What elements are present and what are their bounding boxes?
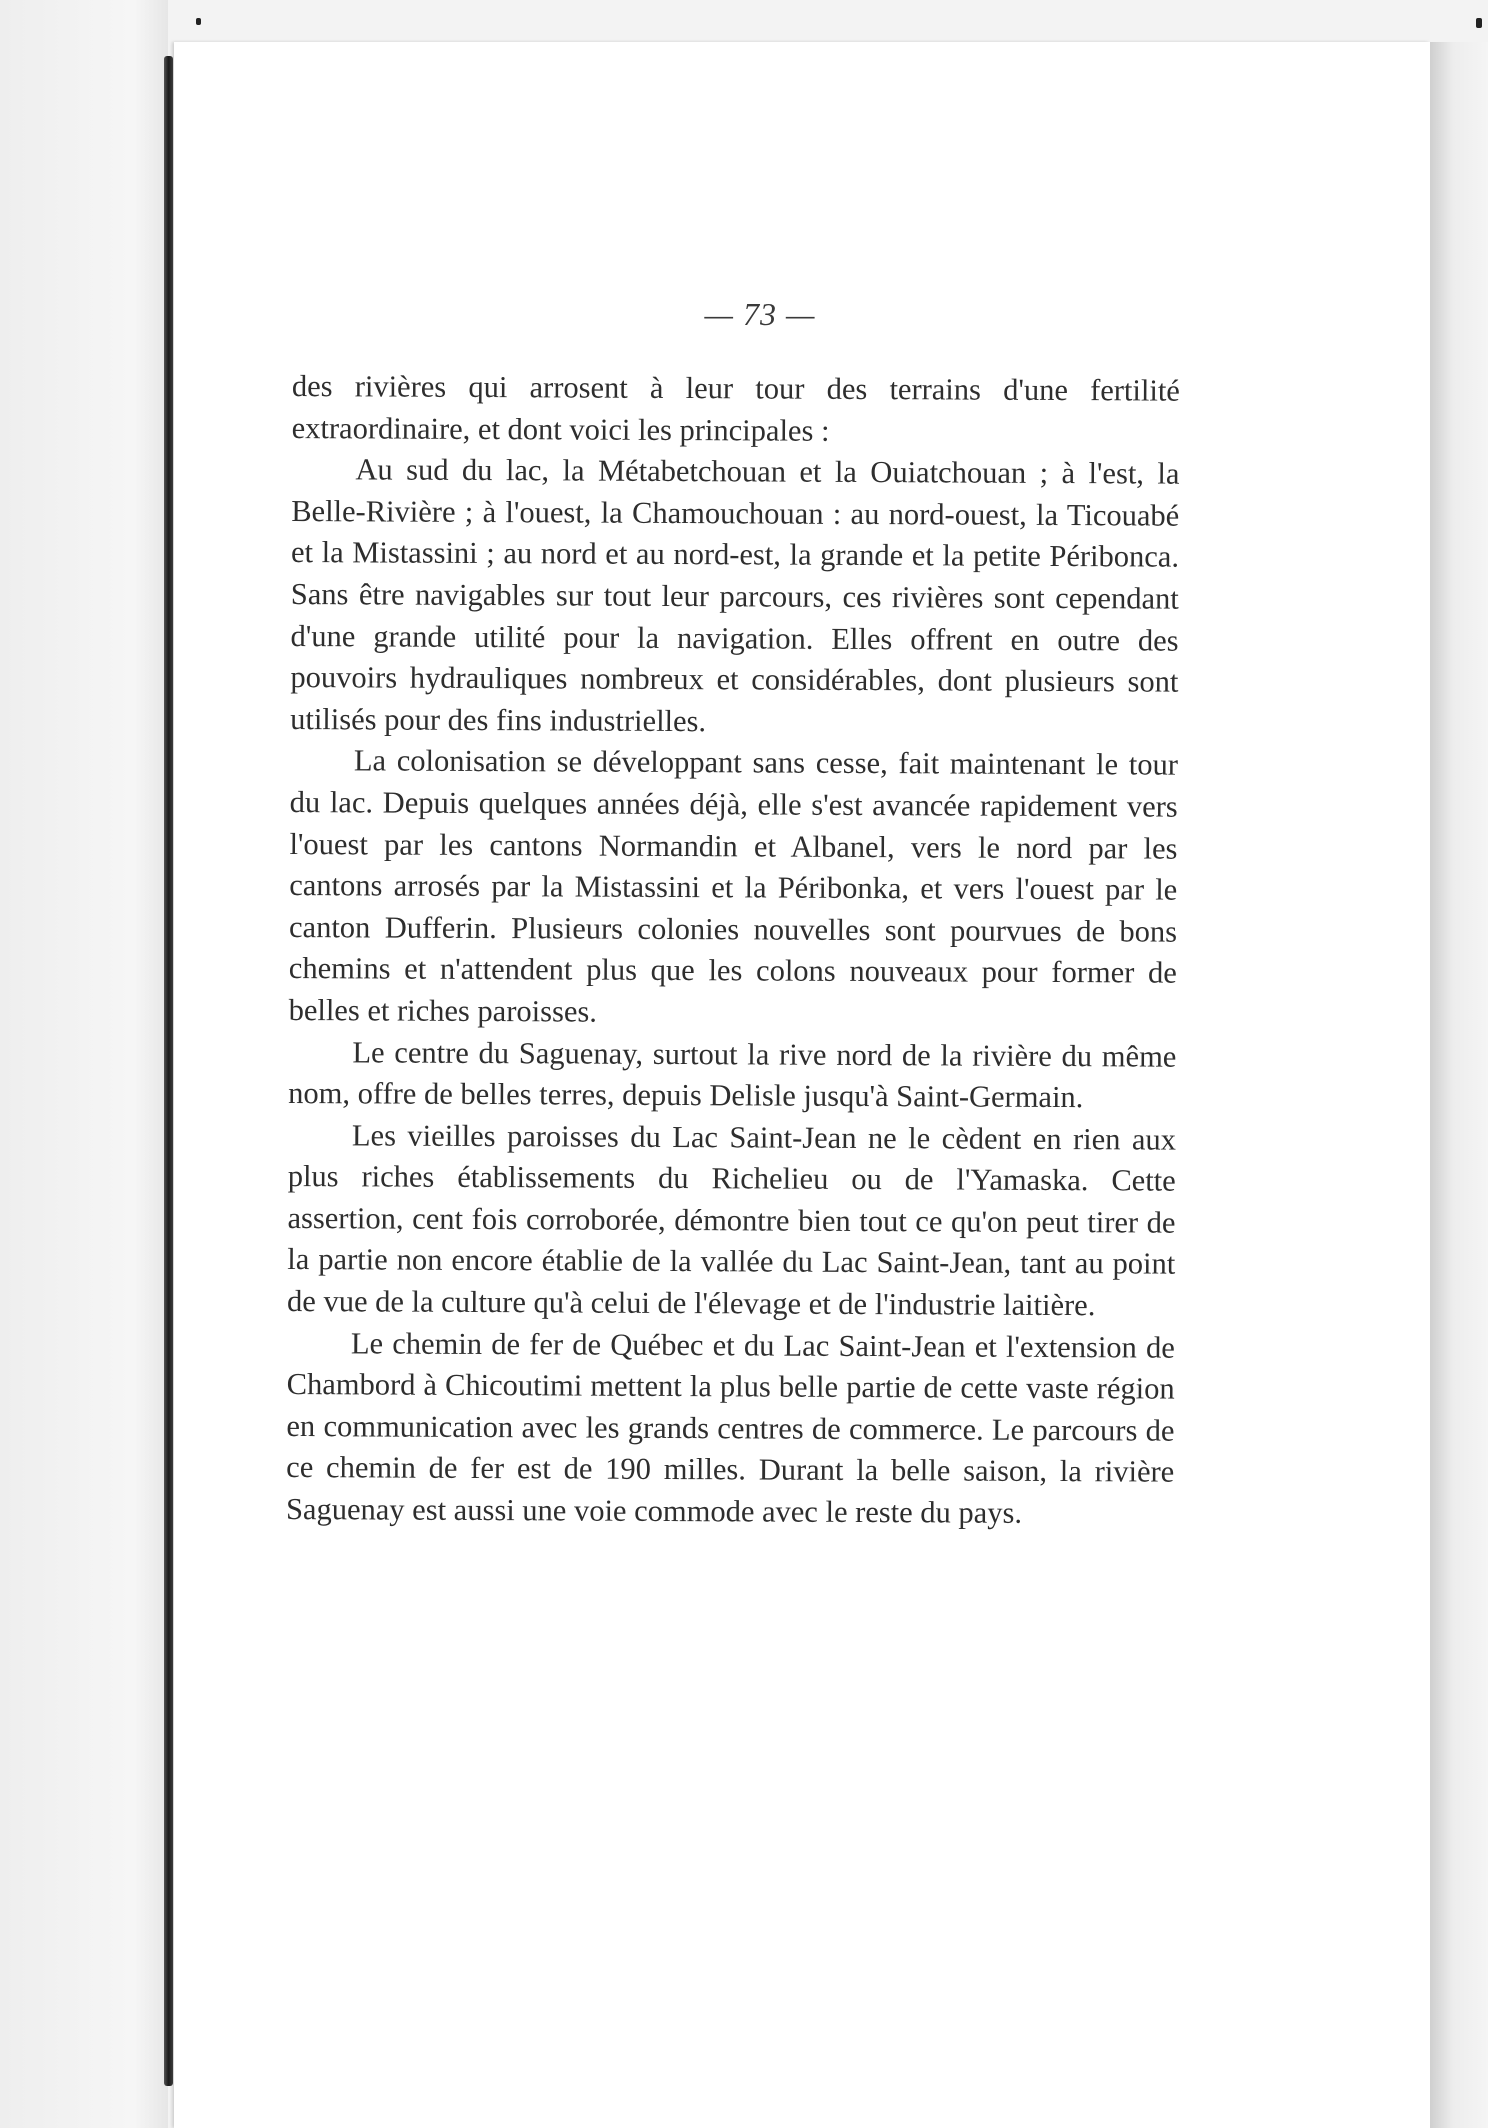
facing-page-edge: [0, 0, 168, 2128]
paragraph: Au sud du lac, la Métabetchouan et la Ouiatchouan ; à l'est, la Belle-Rivière ; à l'ouest, la Chamouchouan : au nord-ouest, la Ticouabé et la Mistassini ; au nord et au nord-est, la grande et la petite Péribonca. Sans être navigables sur tout leur parcours, ces rivières sont cependant d'une grande utilité pour la navigation. Elles offrent en outre des pouvoirs hydrauliques nombreux et considérables, dont plusieurs sont utilisés pour des fins industrielles.: [290, 452, 1180, 738]
scan-speck: [196, 18, 201, 25]
page-edge-shadow: [1430, 42, 1488, 2128]
page-number: — 73 —: [704, 296, 816, 332]
paragraph: Les vieilles paroisses du Lac Saint-Jean ne le cèdent en rien aux plus riches établissements du Richelieu ou de l'Yamaska. Cette assertion, cent fois corroborée, démontre bien tout ce qu'on peut tirer de la partie non encore établie de la vallée du Lac Saint-Jean, tant au point de vue de la culture qu'à celui de l'élevage et de l'industrie laitière.: [287, 1118, 1177, 1323]
scan-speck: [1476, 18, 1482, 28]
paragraph: Le centre du Saguenay, surtout la rive nord de la rivière du même nom, offre de belles terres, depuis Delisle jusqu'à Saint-Germain.: [288, 1034, 1177, 1115]
paragraph: Le chemin de fer de Québec et du Lac Saint-Jean et l'extension de Chambord à Chicoutimi mettent la plus belle partie de cette vaste région en communication avec les grands centres de commerce. Le parcours de ce chemin de fer est de 190 milles. Durant la belle saison, la rivière Saguenay est aussi une voie commode avec le reste du pays.: [285, 1325, 1175, 1530]
page-text: [286, 366, 1180, 1535]
paragraph: La colonisation se développant sans cesse, fait maintenant le tour du lac. Depuis quelques années déjà, elle s'est avancée rapidement vers l'ouest par les cantons Normandin et Albanel, vers le nord par les cantons arrosés par la Mistassini et la Péribonka, et vers l'ouest par le canton Dufferin. Plusieurs colonies nouvelles sont pourvues de bons chemins et n'attendent plus que les colons nouveaux pour former de belles et riches paroisses.: [288, 743, 1179, 1029]
book-gutter: [164, 56, 173, 2086]
paragraph: des rivières qui arrosent à leur tour des terrains d'une fertilité extraordinaire, et dont voici les principales :: [291, 368, 1180, 448]
